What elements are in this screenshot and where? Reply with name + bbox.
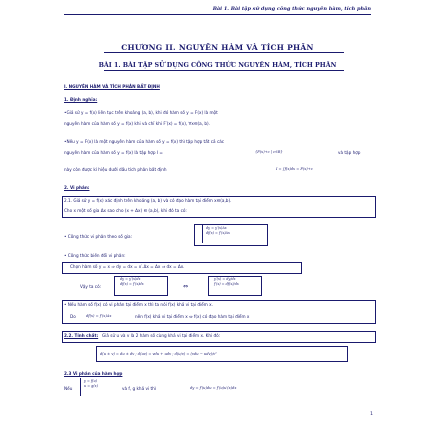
chapter-rule [104,52,344,53]
definition-line: •Giả sử y = f(x) liên tục trên khoảng (a, b), khi đó hàm số y = F(x) là một [64,110,218,115]
formula-line: u = g(x) [84,383,98,388]
definition-line: này còn được kí hiệu dưới dấu tích phân bất định [64,167,167,172]
equivalence-arrow: ⇔ [183,283,189,290]
text-line: Chọn hàm số y = x ⇒ dy = dx = x′.Δx = Δx ⇒ dx = Δx. [70,264,185,269]
text-line: và f, g khả vi thì [122,386,156,391]
definition-line: •Nếu y = F(x) là một nguyên hàm của hàm số y = f(x) thì tập hợp tất cả các [64,139,225,144]
formula-line: df(x) = f′(x)Δx [206,230,230,235]
label: Vậy ta có: [80,284,102,289]
formula: d(u ± v) = du ± dv ; d(uv) = vdu + udv ; d(u/v) = (vdu − udv)/v² [100,352,217,356]
formula-line: f′(x) = df(x)/dx [214,281,239,286]
section-title: I. NGUYÊN HÀM VÀ TÍCH PHÂN BẤT ĐỊNH [64,84,160,89]
formula [214,277,239,286]
definition-box [62,300,376,324]
chapter-title: CHƯƠNG II. NGUYÊN HÀM VÀ TÍCH PHÂN [121,43,314,52]
running-header: Bài 1. Bài tập sử dụng công thức nguyên hàm, tích phân [212,6,371,12]
definition-line: và tập hợp [338,150,361,155]
bullet-text: • Công thức biến đổi vi phân: [64,253,126,258]
formula-line: y = f(u) [84,379,97,383]
subsection-title: 2.2. Tính chất: [64,333,99,338]
text-line: Nếu [64,386,73,391]
header-rule [64,14,371,15]
formula [84,379,98,388]
subsection-title: 1. Định nghĩa: [64,97,98,102]
lesson-title: BÀI 1. BÀI TẬP SỬ DỤNG CÔNG THỨC NGUYÊN HÀM, TÍCH PHÂN [98,62,337,69]
formula-line: df(x) = f′(x)dx [120,281,144,286]
text-line: Cho x một số gia Δx sao cho (x + Δx) ∈ (a,b), khi đó ta có: [64,208,187,213]
formula-box [62,262,302,274]
formula: dy = f′(u)du = f′(u)u′(x)dx [190,386,237,390]
formula-line: dy = y′(x)Δx [206,226,227,230]
formula: df(x) = f′(x)Δx [86,314,112,318]
formula-box [96,346,348,362]
formula-line: y′(x) = dy/dx [214,277,236,281]
definition-line: nguyên hàm của hàm số y = f(x) khi và chỉ khi F′(x) = f(x), ∀x∈(a, b). [64,121,211,126]
definition-line: nguyên hàm của hàm số y = f(x) là tập hợp I = [64,150,163,155]
formula [120,277,144,286]
formula: {F(x)+c | c∈R} [255,150,283,154]
definition-box [62,331,376,343]
formula: I = ∫f(x)dx = F(x)+c [276,167,313,171]
bullet-text: • Công thức vi phân theo số gia: [64,234,132,239]
bullet-text: • Nếu hàm số f(x) có vi phân tại điểm x thì ta nói f(x) khả vi tại điểm x. [64,302,213,307]
subsection-title: 2.3 Vi phân của hàm hợp [64,371,123,376]
text-line: nên f(x) khả vi tại điểm x ⇔ f(x) có đạo hàm tại điểm x [135,314,250,319]
formula-box [194,224,268,246]
text-line: Do [70,314,76,319]
definition-box [62,196,376,218]
page-number: 1 [370,412,373,417]
text-line: 2.1. Giả sử y = f(x) xác định trên khoảng (a, b) và có đạo hàm tại điểm x∈(a,b). [64,198,232,203]
formula-line: dy = y′(x)dx [120,277,141,281]
lesson-rule [104,70,344,71]
subsection-title: 2. Vi phân: [64,185,90,190]
text-line: Giả sử u và v là 2 hàm số cùng khả vi tại điểm x. Khi đó: [102,333,221,338]
